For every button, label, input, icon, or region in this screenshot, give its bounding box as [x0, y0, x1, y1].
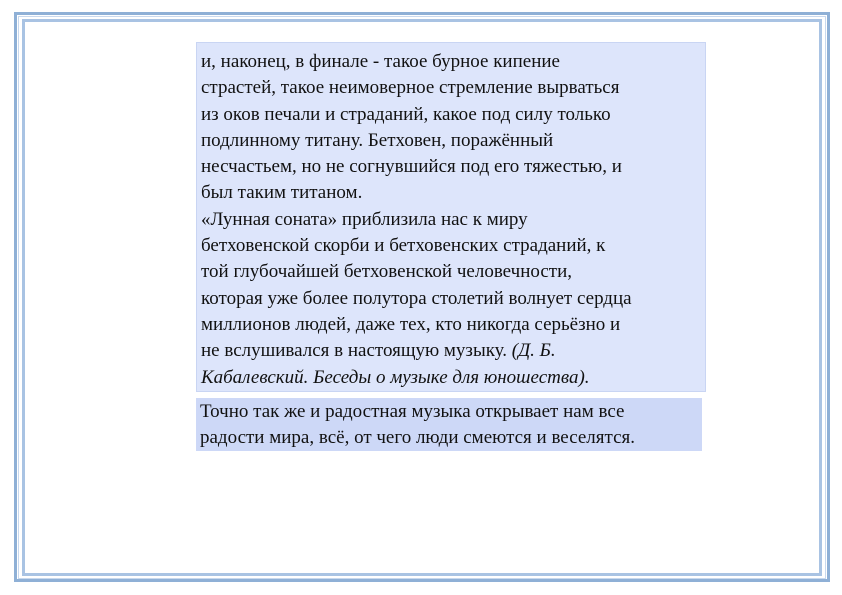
- quote-text-box[interactable]: [196, 42, 706, 392]
- text-line-with-citation: [201, 338, 701, 364]
- text-line: «Лунная соната» приблизила нас к миру: [201, 208, 528, 230]
- text-line: радости мира, всё, от чего люди смеются и веселятся.: [200, 427, 635, 448]
- text-line: из оков печали и страданий, какое под силу только: [201, 103, 611, 125]
- conclusion-text-box[interactable]: [196, 398, 702, 451]
- text-line: той глубочайшей бетховенской человечности,: [201, 261, 572, 283]
- text-line: страстей, такое неимоверное стремление вырваться: [201, 77, 620, 99]
- text-line: подлинному титану. Бетховен, поражённый: [201, 129, 554, 151]
- text-line: и, наконец, в финале - такое бурное кипение: [201, 51, 560, 72]
- text-line: которая уже более полутора столетий волнует сердца: [201, 287, 632, 309]
- text-line-end: не вслушивался в настоящую музыку.: [201, 340, 508, 362]
- text-line: бетховенской скорби и бетховенских страданий, к: [201, 235, 606, 257]
- citation-start: (Д. Б.: [511, 340, 556, 362]
- text-line: несчастьем, но не согнувшийся под его тяжестью, и: [201, 156, 622, 178]
- text-line: был таким титаном.: [201, 182, 363, 204]
- text-line: Точно так же и радостная музыка открывает нам все: [200, 401, 625, 422]
- citation-author-source: Кабалевский. Беседы о музыке для юношества).: [201, 366, 590, 388]
- text-line: миллионов людей, даже тех, кто никогда серьёзно и: [201, 313, 621, 335]
